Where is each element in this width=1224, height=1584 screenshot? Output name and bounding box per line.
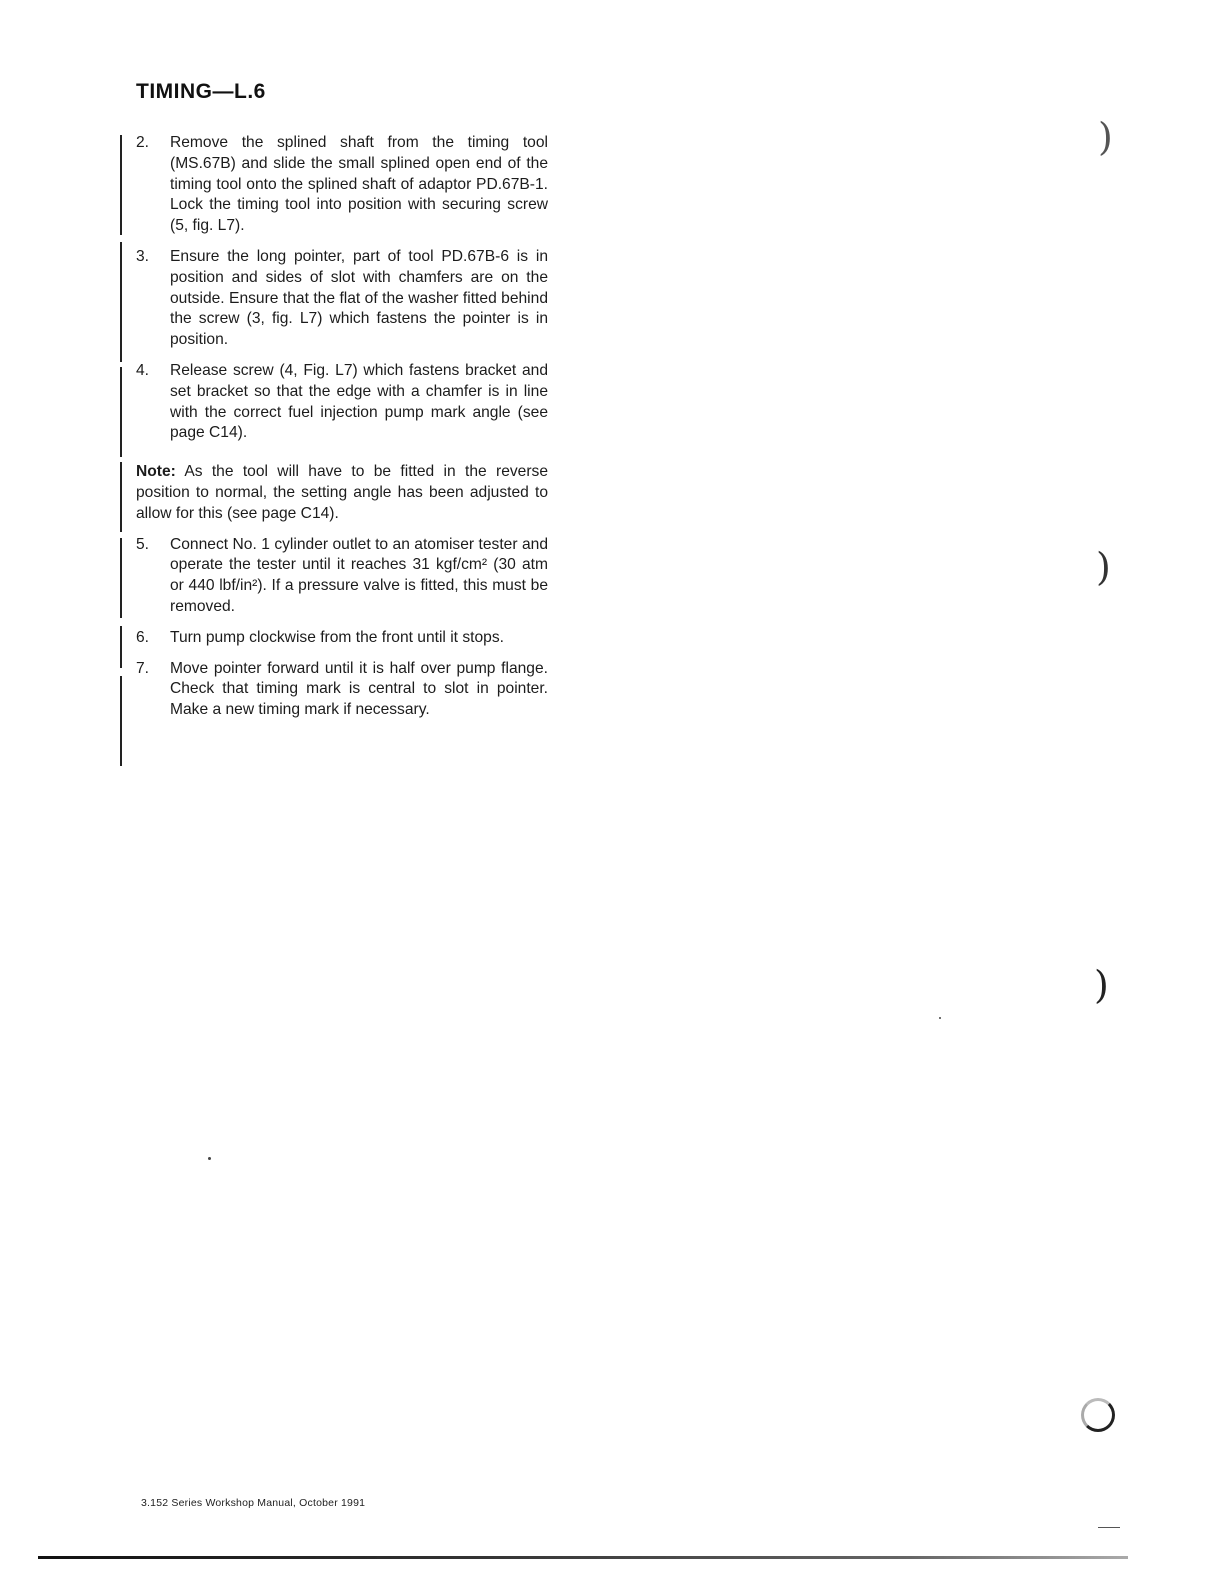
step-6 — [136, 628, 548, 649]
step-number: 3. — [136, 247, 150, 265]
punch-hole-icon — [1081, 1398, 1115, 1432]
punch-hole-icon: ) — [1094, 963, 1109, 1007]
step-text: Turn pump clockwise from the front until it stops. — [170, 628, 504, 646]
step-number: 2. — [136, 134, 150, 151]
step-number: 4. — [136, 361, 150, 379]
page-title: TIMING—L.6 — [136, 80, 266, 103]
step-text: Move pointer forward until it is half over pump flange. Check that timing mark is central to slot in pointer. Make a new timing mark if necessary. — [170, 659, 548, 719]
speck — [939, 1017, 941, 1019]
step-text: Release screw (4, Fig. L7) which fastens bracket and set bracket so that the edge with a chamfer is in line with the correct fuel injection pump mark angle (see page C14). — [170, 361, 548, 442]
note-label: Note: — [136, 463, 176, 481]
step-7 — [136, 659, 548, 721]
margin-mark — [1098, 1527, 1120, 1528]
step-number: 6. — [136, 628, 150, 646]
step-4 — [136, 361, 548, 444]
footer-text: 3.152 Series Workshop Manual, October 1991 — [141, 1497, 366, 1509]
step-2 — [136, 133, 548, 237]
step-text: Remove the splined shaft from the timing tool (MS.67B) and slide the small splined open end of the timing tool onto the splined shaft of adaptor PD.67B-1. Lock the timing tool into position with securing screw (5, fig. L7). — [170, 134, 548, 235]
revision-bar — [120, 135, 122, 235]
note-text: As the tool will have to be fitted in the reverse position to normal, the setting angle has been adjusted to allow for this (see page C14). — [136, 463, 548, 522]
page-edge-line — [38, 1556, 1128, 1559]
note — [136, 462, 548, 524]
step-3 — [136, 247, 548, 351]
step-number: 5. — [136, 535, 150, 553]
punch-hole-icon: ) — [1096, 545, 1111, 589]
instructions — [136, 133, 548, 731]
revision-bar — [120, 367, 122, 457]
revision-bar — [120, 462, 122, 532]
revision-bar — [120, 242, 122, 362]
revision-bar — [120, 538, 122, 618]
speck — [208, 1157, 211, 1160]
step-text: Connect No. 1 cylinder outlet to an atomiser tester and operate the tester until it reaches 31 kgf/cm² (30 atm or 440 lbf/in²). If a pressure valve is fitted, this must be removed. — [170, 535, 548, 615]
step-text: Ensure the long pointer, part of tool PD.67B-6 is in position and sides of slot with chamfers are on the outside. Ensure that the flat of the washer fitted behind the screw (3, fig. L7) which fastens the pointer is in position. — [170, 247, 548, 349]
punch-hole-icon: ) — [1098, 115, 1113, 159]
step-number: 7. — [136, 659, 150, 677]
revision-bar — [120, 626, 122, 668]
step-5 — [136, 535, 548, 618]
revision-bar — [120, 676, 122, 766]
